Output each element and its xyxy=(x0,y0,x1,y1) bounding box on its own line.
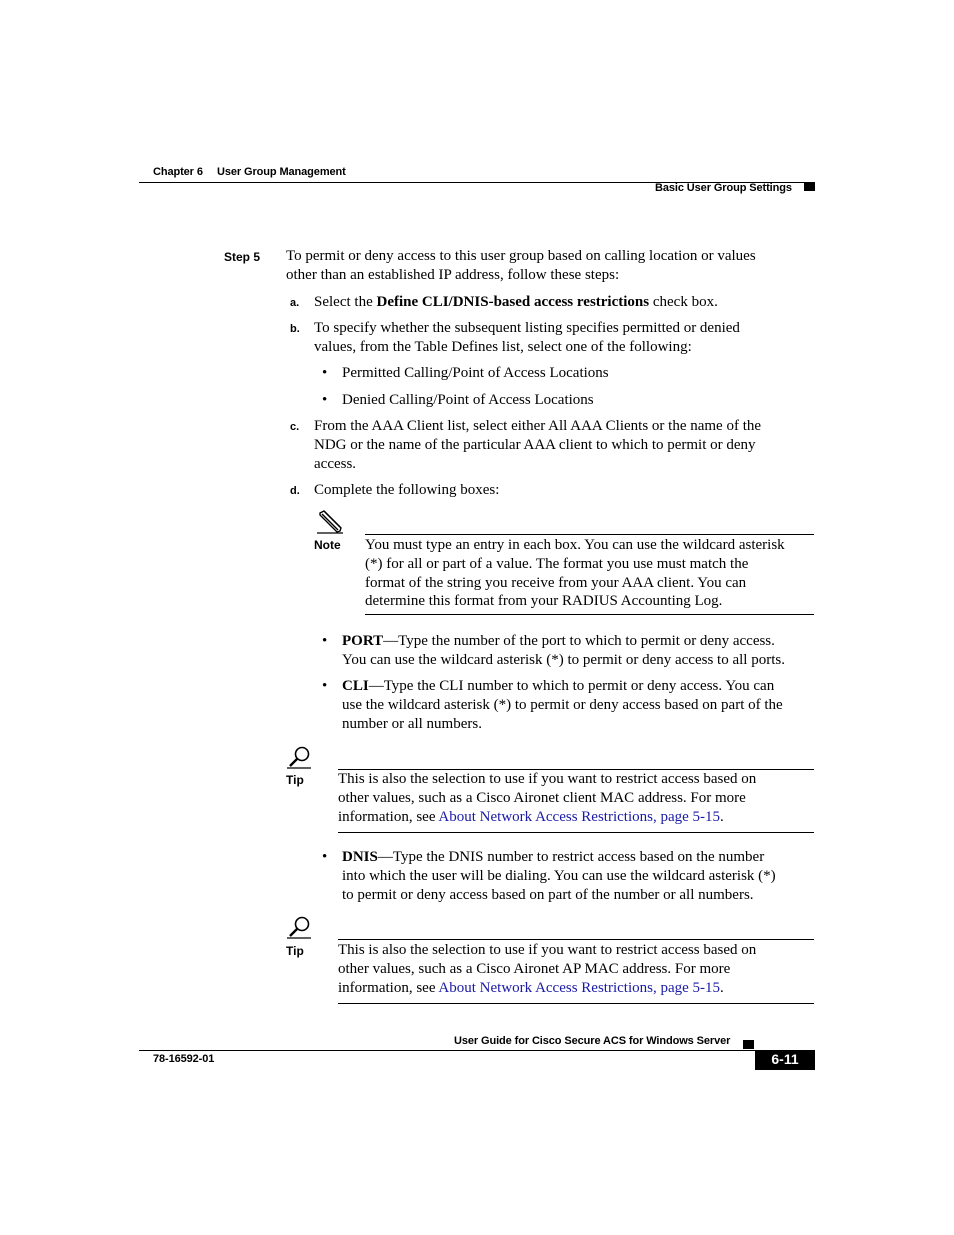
tip2-line3 xyxy=(338,979,724,998)
tip2-line1: This is also the selection to use if you want to restrict access based on xyxy=(338,942,757,958)
cli-desc: —Type the CLI number to which to permit or deny access. You can xyxy=(368,678,775,694)
note-line3: format of the string you receive from your AAA client. You can xyxy=(365,575,747,591)
pencil-icon xyxy=(316,510,344,534)
bullet: • xyxy=(322,849,328,865)
port-line2: You can use the wildcard asterisk (*) to permit or deny access to all ports. xyxy=(342,652,785,668)
tip2-line2: other values, such as a Cisco Aironet AP MAC address. For more xyxy=(338,961,731,977)
step-label: Step 5 xyxy=(224,250,261,264)
bullet: • xyxy=(322,392,328,408)
dnis-line1 xyxy=(342,848,764,867)
substep-a-label: a. xyxy=(290,297,300,309)
tip2-xref-link[interactable]: About Network Access Restrictions, page 5-15 xyxy=(438,980,721,996)
option-denied: Denied Calling/Point of Access Locations xyxy=(342,392,594,408)
port-term: PORT xyxy=(342,633,384,649)
cli-line3: number or all numbers. xyxy=(342,716,482,732)
note-line4: determine this format from your RADIUS Accounting Log. xyxy=(365,593,723,609)
port-desc: —Type the number of the port to which to permit or deny access. xyxy=(383,633,775,649)
bullet: • xyxy=(322,633,328,649)
header-marker xyxy=(804,182,815,191)
substep-a-text xyxy=(314,293,718,312)
tip1-bottom-rule xyxy=(338,832,814,833)
substep-b-line1: To specify whether the subsequent listing specifies permitted or denied xyxy=(314,320,740,336)
footer-rule xyxy=(139,1050,815,1051)
header-chapter-title: User Group Management xyxy=(217,166,346,178)
tip1-line1: This is also the selection to use if you want to restrict access based on xyxy=(338,771,757,787)
substep-d-label: d. xyxy=(290,485,300,497)
substep-b-line2: values, from the Table Defines list, select one of the following: xyxy=(314,339,692,355)
magnifier-icon xyxy=(286,915,312,939)
tip1-line3-pre: information, see xyxy=(338,809,439,825)
tip1-line2: other values, such as a Cisco Aironet client MAC address. For more xyxy=(338,790,746,806)
substep-a-bold: Define CLI/DNIS-based access restrictions xyxy=(376,294,650,310)
dnis-line3: to permit or deny access based on part of the number or all numbers. xyxy=(342,887,754,903)
note-top-rule xyxy=(365,534,814,535)
dnis-desc: —Type the DNIS number to restrict access based on the number xyxy=(377,849,765,865)
port-line1 xyxy=(342,632,775,651)
step-text-line1: To permit or deny access to this user group based on calling location or values xyxy=(286,248,756,264)
tip1-line3-post: . xyxy=(720,809,724,825)
substep-c-line3: access. xyxy=(314,456,357,472)
tip1-xref-link[interactable]: About Network Access Restrictions, page 5-15 xyxy=(438,809,721,825)
bullet: • xyxy=(322,365,328,381)
cli-term: CLI xyxy=(342,678,369,694)
footer-guide-title: User Guide for Cisco Secure ACS for Windows Server xyxy=(454,1035,731,1047)
header-chapter: Chapter 6 xyxy=(153,166,203,178)
note-bottom-rule xyxy=(365,614,814,615)
header-section: Basic User Group Settings xyxy=(655,182,792,194)
dnis-term: DNIS xyxy=(342,849,378,865)
footer-doc-number: 78-16592-01 xyxy=(153,1053,215,1065)
dnis-line2: into which the user will be dialing. You can use the wildcard asterisk (*) xyxy=(342,868,776,884)
tip2-label: Tip xyxy=(286,944,304,958)
cli-line2: use the wildcard asterisk (*) to permit or deny access based on part of the xyxy=(342,697,783,713)
cli-line1 xyxy=(342,677,774,696)
bullet: • xyxy=(322,678,328,694)
substep-c-label: c. xyxy=(290,421,300,433)
note-line2: (*) for all or part of a value. The format you use must match the xyxy=(365,556,749,572)
tip2-top-rule xyxy=(338,939,814,940)
tip1-label: Tip xyxy=(286,773,304,787)
note-label: Note xyxy=(314,538,341,552)
substep-b-label: b. xyxy=(290,323,300,335)
footer-marker xyxy=(743,1040,754,1049)
substep-d-text: Complete the following boxes: xyxy=(314,482,500,498)
substep-a-post: check box. xyxy=(649,294,718,310)
substep-c-line1: From the AAA Client list, select either All AAA Clients or the name of the xyxy=(314,418,762,434)
magnifier-icon xyxy=(286,745,312,769)
tip1-line3 xyxy=(338,808,724,827)
substep-a-pre: Select the xyxy=(314,294,377,310)
note-line1: You must type an entry in each box. You can use the wildcard asterisk xyxy=(365,537,785,553)
option-permitted: Permitted Calling/Point of Access Locations xyxy=(342,365,609,381)
page-number: 6-11 xyxy=(755,1050,815,1070)
substep-c-line2: NDG or the name of the particular AAA client to which to permit or deny xyxy=(314,437,756,453)
tip2-bottom-rule xyxy=(338,1003,814,1004)
tip2-line3-post: . xyxy=(720,980,724,996)
tip2-line3-pre: information, see xyxy=(338,980,439,996)
step-text-line2: other than an established IP address, follow these steps: xyxy=(286,267,620,283)
